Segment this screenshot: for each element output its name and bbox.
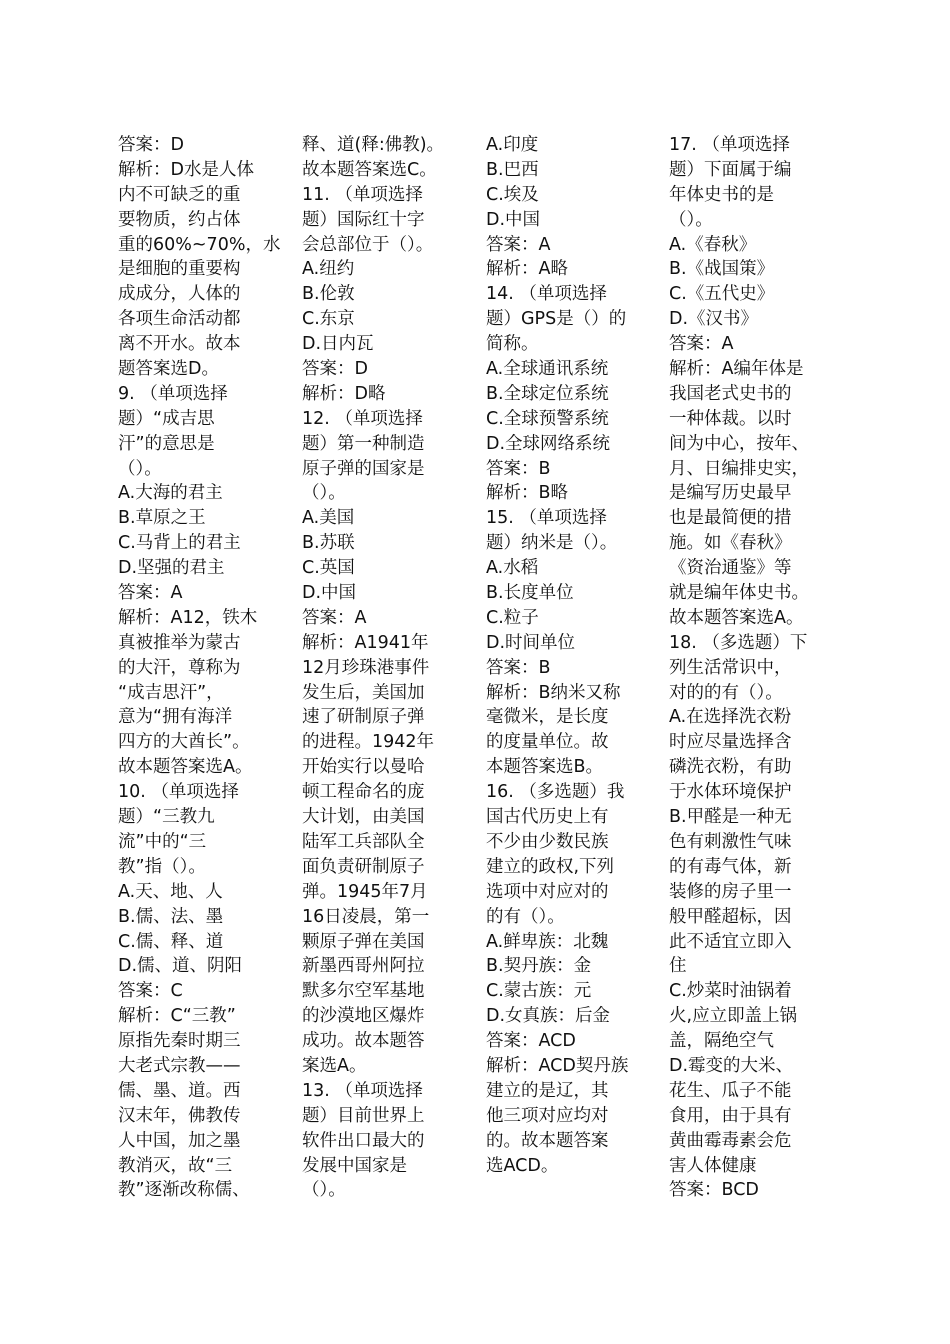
text-line: 装修的房子里一 xyxy=(669,881,792,902)
text-line: 答案：B xyxy=(486,657,551,678)
text-line: 的进程。1942年 xyxy=(302,732,435,753)
text-line: 原子弹的国家是 xyxy=(302,458,425,479)
text-line: 12. （单项选择 xyxy=(302,408,423,429)
text-line: 火,应立即盖上锅 xyxy=(669,1006,798,1027)
text-line: 12月珍珠港事件 xyxy=(302,657,430,678)
text-line: B.苏联 xyxy=(302,533,355,554)
text-line: 年体史书的是 xyxy=(669,184,774,205)
text-line: B.全球定位系统 xyxy=(486,383,609,404)
text-line: 要物质，约占体 xyxy=(118,209,241,230)
text-line: 重的60%~70%，水 xyxy=(118,234,281,255)
text-line: 答案：B xyxy=(486,458,551,479)
text-line: 解析：B略 xyxy=(486,483,569,504)
text-line: 解析：ACD契丹族 xyxy=(486,1055,629,1076)
text-line: 的有（）。 xyxy=(486,906,565,927)
text-line: 答案：A xyxy=(669,334,734,355)
text-line: 时应尽量选择含 xyxy=(669,732,792,753)
text-line: 软件出口最大的 xyxy=(302,1130,425,1151)
text-line: 就是编年体史书。 xyxy=(669,583,809,604)
text-line: D.日内瓦 xyxy=(302,334,374,355)
text-line: 各项生命活动都 xyxy=(118,309,241,330)
text-line: 住 xyxy=(669,956,687,977)
text-line: 成成分，人体的 xyxy=(118,284,241,305)
text-line: 陆军工兵部队全 xyxy=(302,831,425,852)
text-line: 16日凌晨，第一 xyxy=(302,906,430,927)
text-line: B.契丹族：金 xyxy=(486,956,592,977)
text-line: 15. （单项选择 xyxy=(486,508,607,529)
text-line: （）。 xyxy=(669,209,713,230)
text-line: 的大汗，尊称为 xyxy=(118,657,241,678)
text-line: 简称。 xyxy=(486,334,539,355)
text-line: 儒、墨、道。西 xyxy=(118,1080,241,1101)
text-line: D.坚强的君主 xyxy=(118,558,225,579)
text-line: 默多尔空军基地 xyxy=(302,981,425,1002)
text-line: 磷洗衣粉，有助 xyxy=(669,757,792,778)
text-line: 盖，隔绝空气 xyxy=(669,1031,774,1052)
text-line: B.巴西 xyxy=(486,159,539,180)
text-line: 国古代历史上有 xyxy=(486,807,609,828)
text-line: 18. （多选题）下 xyxy=(669,632,808,653)
text-line: 解析：C“三教” xyxy=(118,1006,236,1027)
text-line: 14. （单项选择 xyxy=(486,284,607,305)
text-line: 他三项对应均对 xyxy=(486,1105,609,1126)
text-line: 教”指（）。 xyxy=(118,856,206,877)
text-line: 成功。故本题答 xyxy=(302,1031,425,1052)
text-line: 是细胞的重要构 xyxy=(118,259,241,280)
text-line: 离不开水。故本 xyxy=(118,334,241,355)
text-line: A.印度 xyxy=(486,135,539,155)
text-column-3 xyxy=(486,133,654,1178)
text-line: 解析：A1941年 xyxy=(302,632,429,653)
text-line: 故本题答案选A。 xyxy=(118,757,253,778)
text-line: 施。如《春秋》 xyxy=(669,533,792,554)
text-line: 解析：B纳米又称 xyxy=(486,682,621,703)
text-line: 列生活常识中， xyxy=(669,657,792,678)
text-line: 流”中的“三 xyxy=(118,831,207,852)
text-line: D.《汉书》 xyxy=(669,309,759,330)
text-line: 般甲醛超标，因 xyxy=(669,906,792,927)
text-line: 颗原子弹在美国 xyxy=(302,931,425,952)
text-line: 解析：D略 xyxy=(302,383,386,404)
text-line: 花生、瓜子不能 xyxy=(669,1080,792,1101)
text-line: 答案：BCD xyxy=(669,1180,759,1201)
text-line: 13. （单项选择 xyxy=(302,1080,423,1101)
text-line: 教”逐渐改称儒、 xyxy=(118,1180,250,1201)
text-line: 真被推举为蒙古 xyxy=(118,632,241,653)
text-line: 内不可缺乏的重 xyxy=(118,184,241,205)
text-column-2 xyxy=(302,133,470,1203)
text-line: 题）纳米是（）。 xyxy=(486,533,618,554)
text-line: 16. （多选题）我 xyxy=(486,782,625,803)
text-line: C.粒子 xyxy=(486,607,539,628)
text-line: 答案：A xyxy=(302,607,367,628)
text-line: “成吉思汗”， xyxy=(118,682,224,703)
text-line: 答案：C xyxy=(118,981,183,1002)
text-line: 题）“成吉思 xyxy=(118,408,215,429)
text-line: 题）第一种制造 xyxy=(302,433,425,454)
text-line: 《资治通鉴》等 xyxy=(669,558,792,579)
text-line: 四方的大酋长”。 xyxy=(118,732,250,753)
text-line: 间为中心，按年、 xyxy=(669,433,809,454)
text-line: D.霉变的大米、 xyxy=(669,1055,794,1076)
text-line: 17. （单项选择 xyxy=(669,135,790,155)
text-line: A.全球通讯系统 xyxy=(486,359,609,380)
text-line: C.英国 xyxy=(302,558,355,579)
text-line: C.东京 xyxy=(302,309,355,330)
text-line: 解析：A略 xyxy=(486,259,568,280)
text-line: A.天、地、人 xyxy=(118,881,223,902)
text-line: 汉末年，佛教传 xyxy=(118,1105,241,1126)
text-line: A.纽约 xyxy=(302,259,355,280)
text-line: （）。 xyxy=(302,1180,346,1201)
text-line: B.《战国策》 xyxy=(669,259,775,280)
text-line: 弹。1945年7月 xyxy=(302,881,428,902)
text-line: D.中国 xyxy=(302,583,357,604)
text-line: D.女真族：后金 xyxy=(486,1006,611,1027)
text-line: C.蒙古族：元 xyxy=(486,981,592,1002)
text-column-1 xyxy=(118,133,286,1203)
text-line: 不少由少数民族 xyxy=(486,831,609,852)
text-line: 案选A。 xyxy=(302,1055,367,1076)
text-line: 原指先秦时期三 xyxy=(118,1031,241,1052)
text-line: A.水稻 xyxy=(486,558,539,579)
text-line: 答案：ACD xyxy=(486,1031,576,1052)
text-line: 答案：A xyxy=(118,583,183,604)
text-line: 人中国，加之墨 xyxy=(118,1130,241,1151)
text-line: 题）目前世界上 xyxy=(302,1105,425,1126)
text-line: 的。故本题答案 xyxy=(486,1130,609,1151)
text-line: D.儒、道、阴阳 xyxy=(118,956,243,977)
text-line: A.大海的君主 xyxy=(118,483,223,504)
text-line: 答案：D xyxy=(118,135,184,155)
text-line: C.《五代史》 xyxy=(669,284,775,305)
text-line: D.全球网络系统 xyxy=(486,433,611,454)
text-line: 速了研制原子弹 xyxy=(302,707,425,728)
text-line: 发展中国家是 xyxy=(302,1155,407,1176)
text-line: 面负责研制原子 xyxy=(302,856,425,877)
text-line: B.伦敦 xyxy=(302,284,355,305)
text-line: 发生后，美国加 xyxy=(302,682,425,703)
text-line: 开始实行以曼哈 xyxy=(302,757,425,778)
text-line: （）。 xyxy=(302,483,346,504)
text-line: 黄曲霉毒素会危 xyxy=(669,1130,792,1151)
text-line: 我国老式史书的 xyxy=(669,383,792,404)
text-line: 于水体环境保护 xyxy=(669,782,792,803)
text-line: 的有毒气体，新 xyxy=(669,856,792,877)
text-line: 题）GPS是（）的 xyxy=(486,309,627,330)
text-line: B.草原之王 xyxy=(118,508,206,529)
text-line: 大老式宗教—— xyxy=(118,1055,241,1076)
text-line: 释、道(释:佛教)。 xyxy=(302,135,445,155)
text-line: 食用，由于具有 xyxy=(669,1105,792,1126)
text-line: 大计划，由美国 xyxy=(302,807,425,828)
text-line: 11. （单项选择 xyxy=(302,184,423,205)
text-line: 对的的有（）。 xyxy=(669,682,783,703)
text-line: 10. （单项选择 xyxy=(118,782,239,803)
text-line: 选项中对应对的 xyxy=(486,881,609,902)
text-line: B.儒、法、墨 xyxy=(118,906,224,927)
text-line: 题）下面属于编 xyxy=(669,159,792,180)
text-line: C.儒、释、道 xyxy=(118,931,224,952)
text-line: 是编写历史最早 xyxy=(669,483,792,504)
text-line: 也是最简便的措 xyxy=(669,508,792,529)
text-line: 顿工程命名的庞 xyxy=(302,782,425,803)
text-line: 答案：D xyxy=(302,359,368,380)
text-line: 题答案选D。 xyxy=(118,359,219,380)
text-line: 意为“拥有海洋 xyxy=(118,707,233,728)
text-line: 汗”的意思是 xyxy=(118,433,215,454)
text-line: 故本题答案选A。 xyxy=(669,607,804,628)
text-line: 一种体裁。以时 xyxy=(669,408,792,429)
text-line: 的度量单位。故 xyxy=(486,732,609,753)
text-line: 建立的政权,下列 xyxy=(486,856,615,877)
text-line: 本题答案选B。 xyxy=(486,757,604,778)
text-line: 选ACD。 xyxy=(486,1155,559,1176)
text-line: 此不适宜立即入 xyxy=(669,931,792,952)
text-line: 害人体健康 xyxy=(669,1155,757,1176)
text-line: 解析：A12，铁木 xyxy=(118,607,258,628)
text-line: A.《春秋》 xyxy=(669,234,757,255)
text-line: C.炒菜时油锅着 xyxy=(669,981,792,1002)
text-line: C.全球预警系统 xyxy=(486,408,609,429)
text-line: C.埃及 xyxy=(486,184,539,205)
text-line: 建立的是辽，其 xyxy=(486,1080,609,1101)
text-line: 题）国际红十字 xyxy=(302,209,425,230)
text-line: C.马背上的君主 xyxy=(118,533,241,554)
text-line: 故本题答案选C。 xyxy=(302,159,437,180)
text-line: A.美国 xyxy=(302,508,355,529)
text-line: 解析：A编年体是 xyxy=(669,359,804,380)
text-line: 题）“三教九 xyxy=(118,807,215,828)
text-line: 毫微米，是长度 xyxy=(486,707,609,728)
text-line: 的沙漠地区爆炸 xyxy=(302,1006,425,1027)
text-line: B.甲醛是一种无 xyxy=(669,807,792,828)
text-line: （）。 xyxy=(118,458,162,479)
text-line: B.长度单位 xyxy=(486,583,574,604)
text-line: 教消灭，故“三 xyxy=(118,1155,233,1176)
text-line: D.中国 xyxy=(486,209,541,230)
text-line: D.时间单位 xyxy=(486,632,576,653)
text-line: 解析：D水是人体 xyxy=(118,159,254,180)
text-line: 会总部位于（）。 xyxy=(302,234,434,255)
text-line: 新墨西哥州阿拉 xyxy=(302,956,425,977)
text-line: 答案：A xyxy=(486,234,551,255)
text-line: 9. （单项选择 xyxy=(118,383,228,404)
text-line: 色有刺激性气味 xyxy=(669,831,792,852)
text-line: A.鲜卑族：北魏 xyxy=(486,931,609,952)
text-line: 月、日编排史实， xyxy=(669,458,809,479)
text-column-4 xyxy=(669,133,837,1203)
text-line: A.在选择洗衣粉 xyxy=(669,707,792,728)
